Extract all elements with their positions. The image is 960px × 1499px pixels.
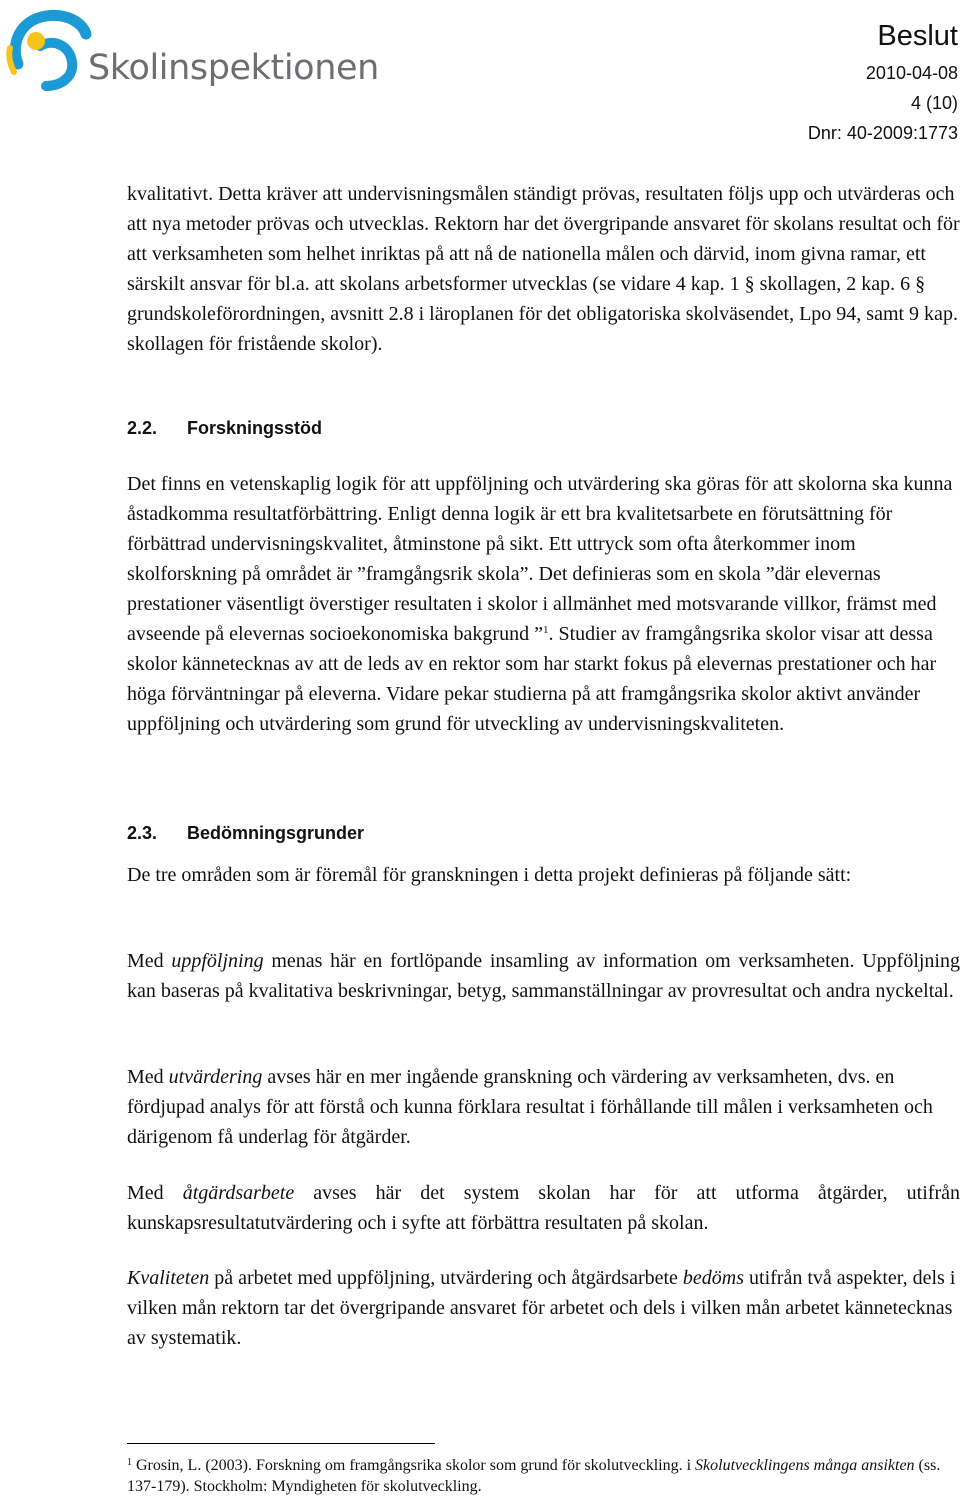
- paragraph-text: . Studier av framgångsrika skolor visar att dessa skolor kännetecknas av att de leds av en rektor som har starkt fokus på elevernas prestationer och har höga förväntningar på eleverna. Vidare pekar studierna på att framgångsrika skolor aktivt använder uppföljning och utvärdering som grund för utveckling av undervisningskvaliteten.: [127, 623, 937, 735]
- footnote-reference[interactable]: 1: [542, 624, 549, 636]
- section-title: Bedömningsgrunder: [187, 823, 365, 843]
- paragraph-forskningsstod: [127, 469, 960, 739]
- skolinspektionen-logo: [6, 4, 379, 94]
- paragraph-intro: kvalitativt. Detta kräver att undervisningsmålen ständigt prövas, resultaten följs upp och utvärderas och att nya metoder prövas och utvecklas. Rektorn har det övergripande ansvaret för skolans resultat och för att verksamheten som helhet inriktas på att nå de nationella målen och därvid, inom givna ramar, ett särskilt ansvar för bl.a. att skolans arbetsformer utvecklas (se vidare 4 kap. 1 § skollagen, 2 kap. 6 § grundskoleförordningen, avsnitt 2.8 i läroplanen för det obligatoriska skolväsendet, Lpo 94, samt 9 kap. skollagen för fristående skolor).: [127, 183, 960, 355]
- footnote-number: 1: [127, 1457, 132, 1468]
- paragraph-text: Med: [127, 1182, 183, 1204]
- defined-term: bedöms: [682, 1267, 745, 1289]
- paragraph-text: Med: [127, 1066, 169, 1088]
- paragraph-text: Med: [127, 950, 172, 972]
- logo-wordmark: Skolinspektionen: [88, 48, 379, 88]
- paragraph-uppfoljning: [127, 946, 960, 1006]
- page-number: 4 (10): [910, 93, 958, 113]
- paragraph-utvardering: [127, 1062, 960, 1152]
- section-heading-forskningsstod: [127, 418, 322, 439]
- paragraph-kvalitet: [127, 1263, 960, 1353]
- document-date: 2010-04-08: [865, 63, 958, 83]
- diary-number: Dnr: 40-2009:1773: [807, 123, 958, 143]
- footnote-text: (ss. 137-179). Stockholm: Myndigheten för skolutveckling.: [127, 1457, 941, 1495]
- paragraph-atgardsarbete: [127, 1178, 960, 1238]
- defined-term: uppföljning: [171, 950, 264, 972]
- section-heading-bedomningsgrunder: [127, 823, 364, 844]
- paragraph-text: menas här en fortlöpande insamling av information om verksamheten. Uppföljning kan baseras på kvalitativa beskrivningar, betyg, sammanställningar av provresultat och andra nyckeltal.: [127, 950, 960, 1002]
- logo-swoosh-icon: [6, 4, 96, 94]
- paragraph-areas: De tre områden som är föremål för granskningen i detta projekt definieras på följande sätt:: [127, 864, 852, 886]
- document-type: Beslut: [877, 20, 958, 52]
- paragraph-text: på arbetet med uppföljning, utvärdering och åtgärdsarbete: [209, 1267, 683, 1289]
- paragraph-text: avses här det system skolan har för att utforma åtgärder, utifrån kunskapsresultatutvärdering och i syfte att förbättra resultaten på skolan.: [127, 1182, 960, 1234]
- defined-term: utvärdering: [168, 1066, 263, 1088]
- footnote: [127, 1455, 960, 1497]
- section-number: 2.3.: [127, 823, 158, 843]
- paragraph-text: avses här en mer ingående granskning och värdering av verksamheten, dvs. en fördjupad analys för att förstå och kunna förklara resultat i förhållande till målen i verksamheten och därigenom få underlag för åtgärder.: [127, 1066, 933, 1148]
- section-number: 2.2.: [127, 418, 158, 438]
- section-title: Forskningsstöd: [187, 418, 323, 438]
- paragraph-text: utifrån två aspekter, dels i vilken mån rektorn tar det övergripande ansvaret för arbetet och dels i vilken mån arbetet kännetecknas av systematik.: [127, 1267, 956, 1349]
- footnote-separator: [127, 1443, 435, 1444]
- footnote-text: Grosin, L. (2003). Forskning om framgångsrika skolor som grund för skolutveckling. i: [132, 1457, 696, 1474]
- paragraph-text: Det finns en vetenskaplig logik för att uppföljning och utvärdering ska göras för att skolorna ska kunna åstadkomma resultatförbättring. Enligt denna logik är ett bra kvalitetsarbete en förutsättning för förbättrad undervisningskvalitet, åtminstone på sikt. Ett uttryck som ofta återkommer inom skolforskning på området är ”framgångsrik skola”. Det definieras som en skola ”där elevernas prestationer väsentligt överstiger resultaten i skolor i allmänhet med motsvarande villkor, främst med avseende på elevernas socioekonomiska bakgrund ”: [127, 473, 953, 645]
- defined-term: åtgärdsarbete: [182, 1182, 295, 1204]
- defined-term: Kvaliteten: [127, 1267, 210, 1289]
- footnote-title: Skolutvecklingens många ansikten: [695, 1457, 915, 1474]
